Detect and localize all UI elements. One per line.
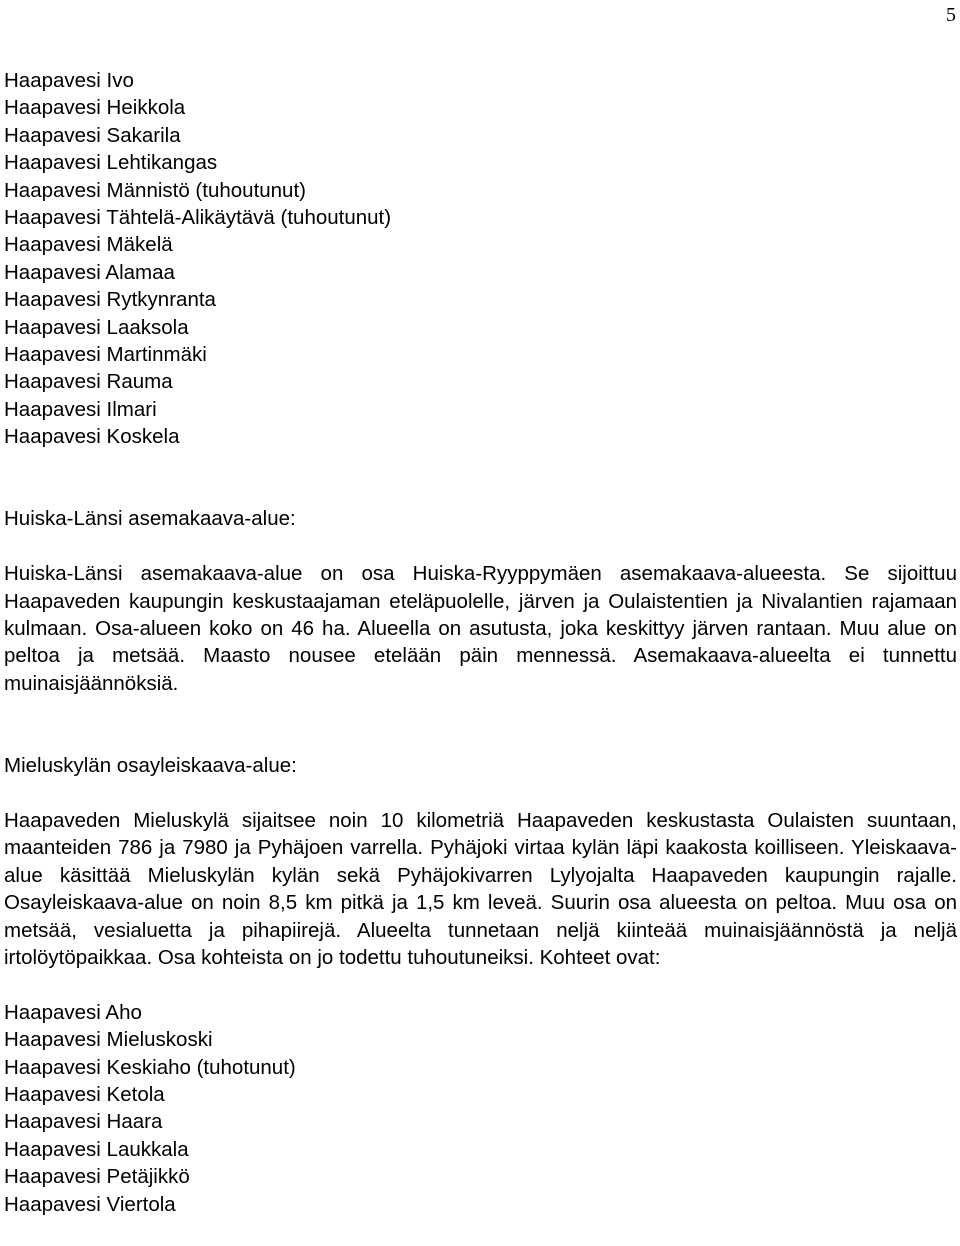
list-item: Haapavesi Martinmäki [4,343,207,367]
list-item: Haapavesi Ivo [4,69,134,92]
spacer [4,451,957,478]
spacer [4,478,957,505]
list-item: Haapavesi Tähtelä-Alikäytävä (tuhoutunut) [4,206,392,230]
spacer [4,725,957,752]
list-item: Haapavesi Petäjikkö [4,1165,190,1189]
list-item: Haapavesi Laukkala [4,1137,189,1161]
spacer [4,697,957,724]
list-item: Haapavesi Viertola [4,1192,176,1216]
list-item: Haapavesi Männistö (tuhoutunut) [4,178,306,202]
list-item: Haapavesi Ilmari [4,397,157,421]
spacer [4,971,957,998]
list-item: Haapavesi Koskela [4,425,180,449]
list-item: Haapavesi Rytkynranta [4,288,216,312]
site-list-two [4,999,957,1218]
page-number: 5 [946,4,956,26]
section-heading-mieluskyla: Mieluskylän osayleiskaava-alue: [4,754,297,778]
document-body [4,67,957,1218]
list-item: Haapavesi Mäkelä [4,233,173,257]
spacer [4,779,957,806]
list-item: Haapavesi Aho [4,1000,142,1024]
list-item: Haapavesi Lehtikangas [4,151,218,175]
list-item: Haapavesi Sakarila [4,123,181,147]
list-item: Haapavesi Keskiaho (tuhotunut) [4,1055,296,1079]
spacer [4,533,957,560]
section-paragraph-mieluskyla: Haapaveden Mieluskylä sijaitsee noin 10 kilometriä Haapaveden keskustasta Oulaisten suuntaan, maanteiden 786 ja 7980 ja Pyhäjoen varrella. Pyhäjoki virtaa kylän läpi kaakosta koilliseen. Yleiskaava-alue käsittää Mieluskylän kylän sekä Pyhäjokivarren Lylyojalta Haapaveden kaupungin rajalle. Osayleiskaava-alue on noin 8,5 km pitkä ja 1,5 km leveä. Suurin osa alueesta on peltoa. Muu osa on metsää, vesialuetta ja pihapiirejä. Alueelta tunnetaan neljä kiinteää muinaisjäännöstä ja neljä irtolöytöpaikkaa. Osa kohteista on jo todettu tuhoutuneiksi. Kohteet ovat: [4,808,957,969]
list-item: Haapavesi Ketola [4,1082,165,1106]
list-item: Haapavesi Heikkola [4,96,186,120]
list-item: Haapavesi Alamaa [4,260,175,284]
list-item: Haapavesi Haara [4,1110,163,1134]
section-heading-huiska-lansi: Huiska-Länsi asemakaava-alue: [4,507,296,531]
site-list-one [4,67,957,451]
list-item: Haapavesi Rauma [4,370,173,394]
section-paragraph-huiska-lansi: Huiska-Länsi asemakaava-alue on osa Huiska-Ryyppymäen asemakaava-alueesta. Se sijoittuu Haapaveden kaupungin keskustaajaman eteläpuolelle, järven ja Oulaistentien ja Nivalantien rajamaan kulmaan. Osa-alueen koko on 46 ha. Alueella on asutusta, joka keskittyy järven rantaan. Muu alue on peltoa ja metsää. Maasto nousee etelään päin mennessä. Asemakaava-alueelta ei tunnettu muinaisjäännöksiä. [4,562,957,695]
list-item: Haapavesi Laaksola [4,315,189,339]
list-item: Haapavesi Mieluskoski [4,1028,213,1052]
